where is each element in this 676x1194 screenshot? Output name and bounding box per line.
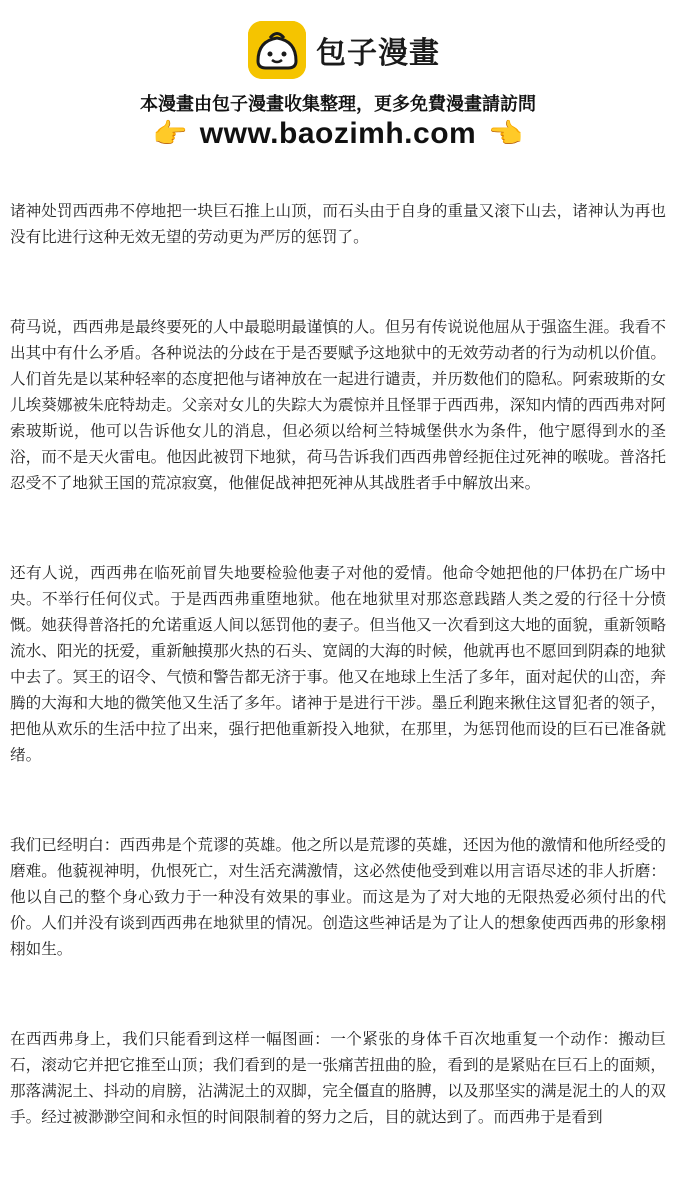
paragraph: 在西西弗身上，我们只能看到这样一幅图画：一个紧张的身体千百次地重复一个动作：搬动巨石，滚动它并把它推至山顶；我们看到的是一张痛苦扭曲的脸，看到的是紧贴在巨石上的面颊，那落满泥土、抖动的肩膀，沾满泥土的双脚，完全僵直的胳膊，以及那坚实的满是泥土的人的双手。经过被渺渺空间和永恒的时间限制着的努力之后，目的就达到了。而西弗于是看到 [10,1030,666,1126]
url-banner[interactable] [0,114,676,154]
bun-mascot-icon [248,21,306,79]
brand-logo[interactable] [248,20,440,80]
paragraph: 还有人说，西西弗在临死前冒失地要检验他妻子对他的爱情。他命令她把他的尸体扔在广场中央。不举行任何仪式。于是西西弗重堕地狱。他在地狱里对那恣意践踏人类之爱的行径十分愤慨。她获得普洛托的允诺重返人间以惩罚他的妻子。但当他又一次看到这大地的面貌，重新领略流水、阳光的抚爱，重新触摸那火热的石头、宽阔的大海的时候，他就再也不愿回到阴森的地狱中去了。冥王的诏令、气愤和警告都无济于事。他又在地球上生活了多年，面对起伏的山峦，奔腾的大海和大地的微笑他又生活了多年。诸神于是进行干涉。墨丘利跑来揪住这冒犯者的领子，把他从欢乐的生活中拉了出来，强行把他重新投入地狱，在那里，为惩罚他而设的巨石已准备就绪。 [10,564,666,764]
article-body [10,198,666,1194]
pointing-left-icon: 👈 [488,117,524,150]
paragraph: 我们已经明白：西西弗是个荒谬的英雄。他之所以是荒谬的英雄，还因为他的激情和他所经受的磨难。他藐视神明，仇恨死亡，对生活充满激情，这必然使他受到难以用言语尽述的非人折磨：他以自己的整个身心致力于一种没有效果的事业。而这是为了对大地的无限热爱必须付出的代价。人们并没有谈到西西弗在地狱里的情况。创造这些神话是为了让人的想象使西西弗的形象栩栩如生。 [10,836,666,958]
paragraph: 诸神处罚西西弗不停地把一块巨石推上山顶，而石头由于自身的重量又滚下山去，诸神认为再也没有比进行这种无效无望的劳动更为严厉的惩罚了。 [10,202,666,246]
brand-name: 包子漫畫 [316,36,440,71]
pointing-right-icon: 👉 [152,117,188,150]
paragraph: 荷马说，西西弗是最终要死的人中最聪明最谨慎的人。但另有传说说他屈从于强盗生涯。我看不出其中有什么矛盾。各种说法的分歧在于是否要赋予这地狱中的无效劳动者的行为动机以价值。人们首先是以某种轻率的态度把他与诸神放在一起进行谴责，并历数他们的隐私。阿索玻斯的女儿埃葵娜被朱庇特劫走。父亲对女儿的失踪大为震惊并且怪罪于西西弗，深知内情的西西弗对阿索玻斯说，他可以告诉他女儿的消息，但必须以给柯兰特城堡供水为条件，他宁愿得到水的圣浴，而不是天火雷电。他因此被罚下地狱，荷马告诉我们西西弗曾经扼住过死神的喉咙。普洛托忍受不了地狱王国的荒凉寂寞，他催促战神把死神从其战胜者手中解放出来。 [10,318,666,492]
tagline: 本漫畫由包子漫畫收集整理，更多免費漫畫請訪問 [140,94,536,115]
site-header [0,0,676,160]
site-url-link[interactable]: www.baozimh.com [199,117,477,150]
